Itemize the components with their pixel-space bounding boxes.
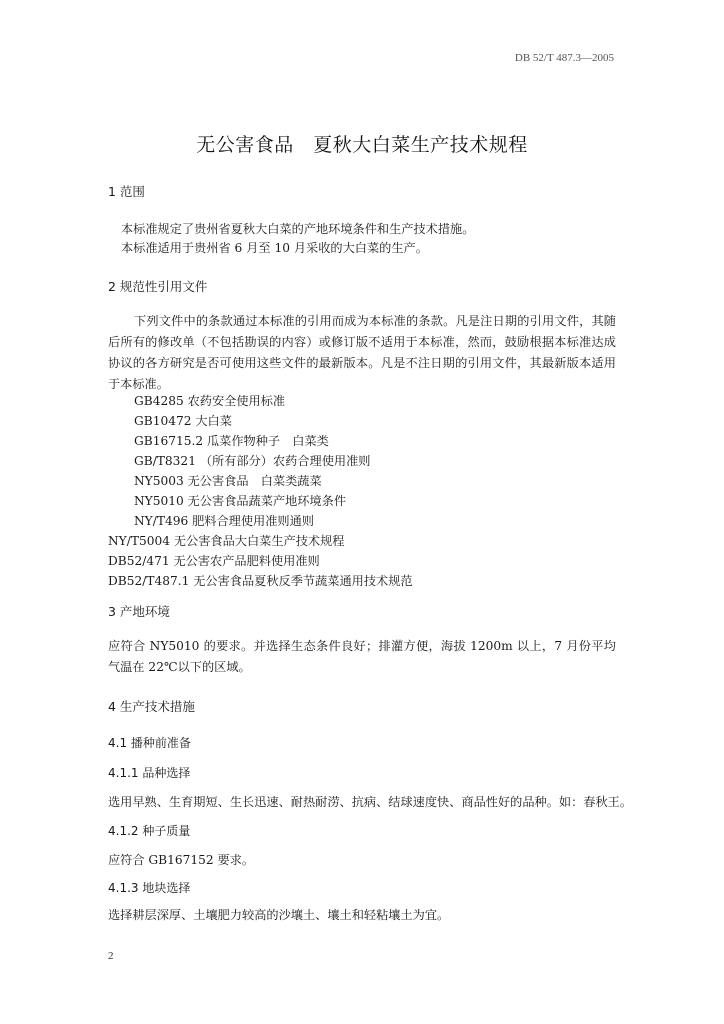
section-1-line-1: 本标准规定了贵州省夏秋大白菜的产地环境条件和生产技术措施。: [121, 222, 475, 236]
section-4-1-3-heading: 4.1.3 地块选择: [108, 881, 191, 895]
reference-item: GB16715.2 瓜菜作物种子 白菜类: [134, 434, 329, 448]
section-4-1-2-heading: 4.1.2 种子质量: [108, 824, 191, 838]
reference-item: NY/T5004 无公害食品大白菜生产技术规程: [108, 534, 345, 548]
section-4-1-3-text: 选择耕层深厚、土壤肥力较高的沙壤土、壤土和轻粘壤土为宜。: [108, 908, 450, 922]
section-1-line-2: 本标准适用于贵州省 6 月至 10 月采收的大白菜的生产。: [121, 241, 428, 255]
reference-item: DB52/T487.1 无公害食品夏秋反季节蔬菜通用技术规范: [108, 574, 413, 588]
section-2-paragraph: 下列文件中的条款通过本标准的引用而成为本标准的条款。凡是注日期的引用文件，其随后所有的修改单（不包括勘误的内容）或修订版不适用于本标准，然而，鼓励根据本标准达成协议的各方研究是否可使用这些文件的最新版本。凡是不注日期的引用文件，其最新版本适用于本标准。: [108, 314, 616, 391]
reference-item: NY5010 无公害食品蔬菜产地环境条件: [134, 494, 347, 508]
section-3-paragraph: 应符合 NY5010 的要求。并选择生态条件良好；排灌方便，海拔 1200m 以上，7 月份平均气温在 22℃以下的区域。: [108, 639, 616, 674]
section-4-1-heading: 4.1 播种前准备: [108, 736, 191, 750]
section-4-1-1-heading: 4.1.1 品种选择: [108, 766, 191, 780]
section-4-heading: 4 生产技术措施: [108, 699, 195, 714]
section-3-heading: 3 产地环境: [108, 604, 170, 619]
document-code: DB 52/T 487.3—2005: [514, 52, 614, 64]
reference-item: GB/T8321 （所有部分）农药合理使用准则: [134, 454, 371, 468]
page-number: 2: [108, 950, 114, 962]
reference-item: GB4285 农药安全使用标准: [134, 394, 286, 408]
document-title: 无公害食品 夏秋大白菜生产技术规程: [196, 134, 528, 156]
reference-item: DB52/471 无公害农产品肥料使用准则: [108, 554, 320, 568]
section-4-1-2-text: 应符合 GB167152 要求。: [108, 853, 255, 867]
section-1-heading: 1 范围: [108, 184, 145, 199]
section-2-heading: 2 规范性引用文件: [108, 279, 208, 294]
reference-item: GB10472 大白菜: [134, 414, 232, 428]
reference-item: NY5003 无公害食品 白菜类蔬菜: [134, 474, 322, 488]
section-4-1-1-text: 选用早熟、生育期短、生长迅速、耐热耐涝、抗病、结球速度快、商品性好的品种。如：春秋王。: [108, 795, 633, 809]
reference-item: NY/T496 肥料合理使用准则通则: [134, 514, 314, 528]
